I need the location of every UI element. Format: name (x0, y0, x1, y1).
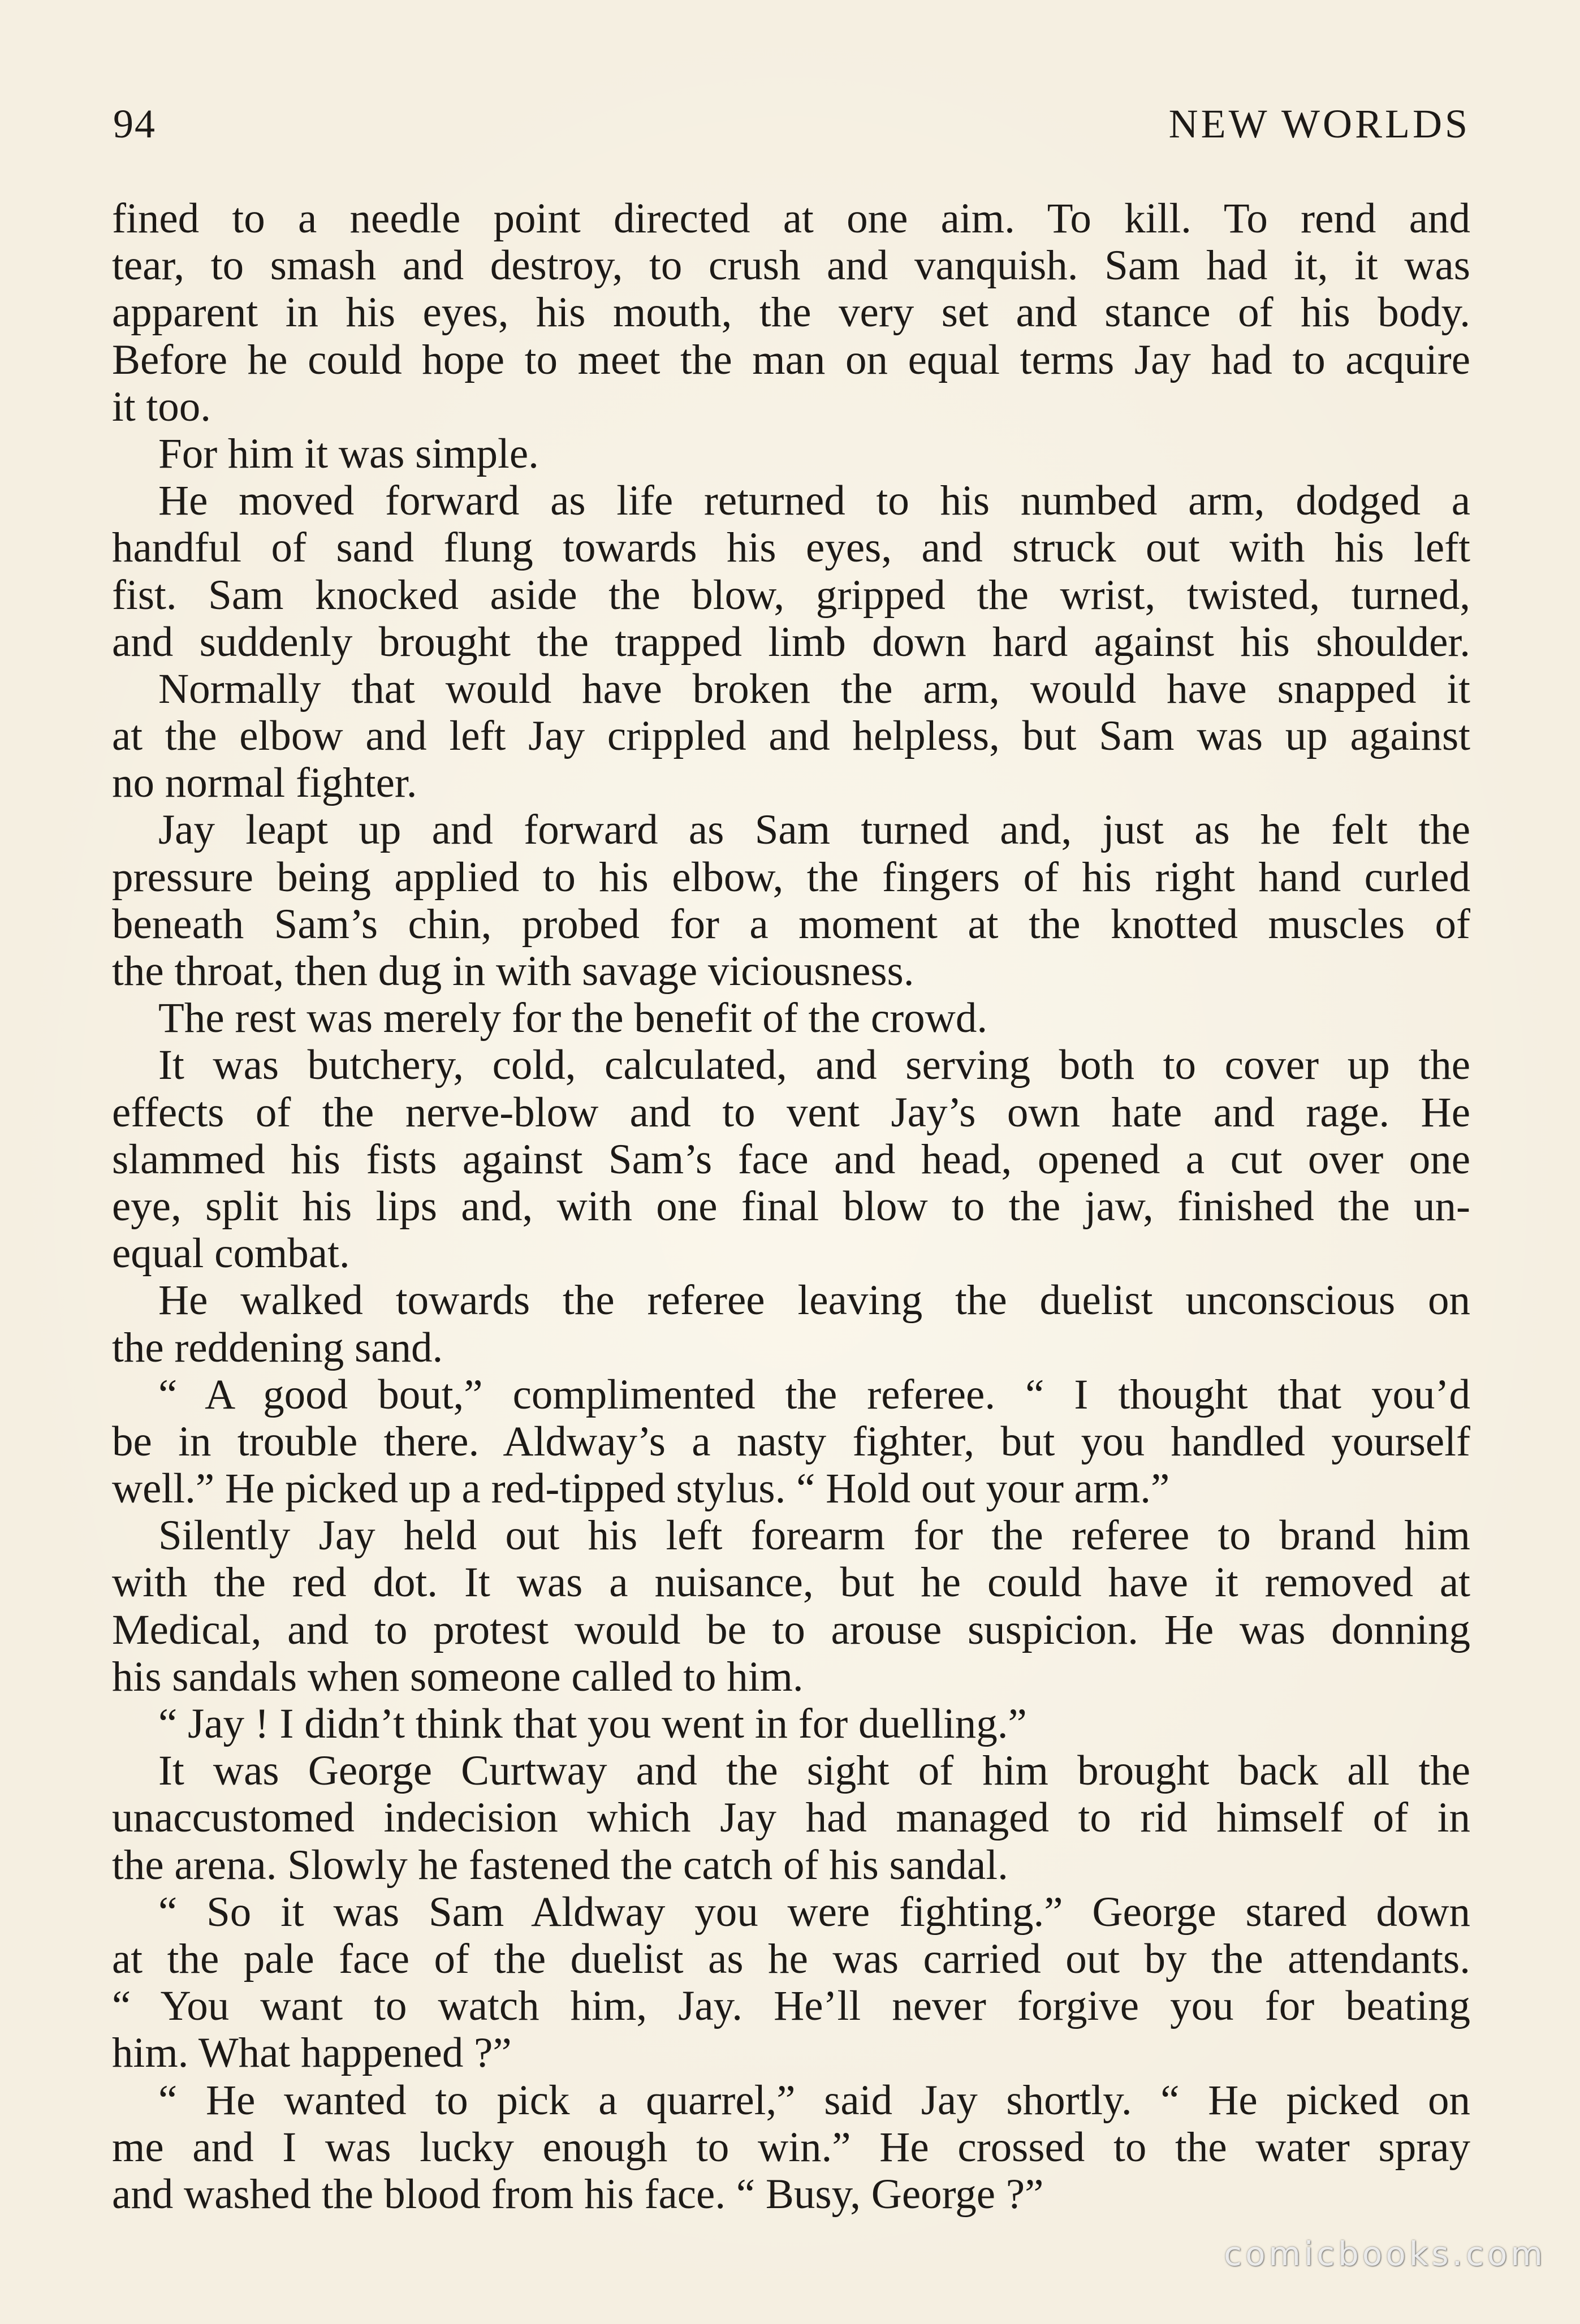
text-line: at the pale face of the duelist as he was carried out by the attendants. (112, 1935, 1470, 1982)
text-line: him. What happened ?” (112, 2029, 512, 2077)
text-line: “ A good bout,” complimented the referee. “ I thought that you’d (158, 1371, 1470, 1418)
page-header (113, 101, 1470, 152)
text-line: Medical, and to protest would be to arouse suspicion. He was donning (112, 1606, 1470, 1653)
text-line: “ Jay ! I didn’t think that you went in for duelling.” (158, 1700, 1027, 1747)
text-line: and washed the blood from his face. “ Busy, George ?” (112, 2170, 1044, 2218)
text-line: and suddenly brought the trapped limb down hard against his shoulder. (112, 618, 1470, 666)
text-line: For him it was simple. (158, 430, 539, 477)
text-line: unaccustomed indecision which Jay had managed to rid himself of in (112, 1794, 1470, 1842)
text-line: pressure being applied to his elbow, the fingers of his right hand curled (112, 853, 1470, 901)
body-text (112, 195, 1470, 2218)
text-line: The rest was merely for the benefit of the crowd. (158, 995, 988, 1042)
text-line: He walked towards the referee leaving the duelist unconscious on (158, 1277, 1470, 1324)
text-line: It was George Curtway and the sight of him brought back all the (158, 1747, 1470, 1795)
watermark: comicbooks.com (1224, 2235, 1546, 2273)
text-line: Jay leapt up and forward as Sam turned and, just as he felt the (158, 806, 1470, 854)
text-line: the arena. Slowly he fastened the catch of his sandal. (112, 1841, 1008, 1889)
text-line: handful of sand flung towards his eyes, and struck out with his left (112, 524, 1470, 572)
text-line: “ He wanted to pick a quarrel,” said Jay shortly. “ He picked on (158, 2076, 1470, 2124)
text-line: He moved forward as life returned to his numbed arm, dodged a (158, 477, 1470, 525)
text-line: “ You want to watch him, Jay. He’ll never forgive you for beating (112, 1982, 1470, 2030)
text-line: me and I was lucky enough to win.” He crossed to the water spray (112, 2123, 1470, 2171)
text-line: fined to a needle point directed at one aim. To kill. To rend and (112, 195, 1470, 242)
text-line: be in trouble there. Aldway’s a nasty fighter, but you handled yourself (112, 1418, 1470, 1465)
text-line: his sandals when someone called to him. (112, 1653, 804, 1700)
text-line: with the red dot. It was a nuisance, but he could have it removed at (112, 1559, 1470, 1606)
text-line: it too. (112, 383, 211, 430)
text-line: the throat, then dug in with savage viciousness. (112, 948, 914, 995)
text-line: effects of the nerve-blow and to vent Jay’s own hate and rage. He (112, 1088, 1470, 1136)
page-number: 94 (113, 101, 156, 146)
text-line: at the elbow and left Jay crippled and helpless, but Sam was up against (112, 712, 1470, 760)
text-line: apparent in his eyes, his mouth, the very set and stance of his body. (112, 289, 1470, 336)
text-line: the reddening sand. (112, 1324, 443, 1371)
text-line: Before he could hope to meet the man on equal terms Jay had to acquire (112, 336, 1470, 383)
text-line: slammed his fists against Sam’s face and head, opened a cut over one (112, 1135, 1470, 1183)
text-line: no normal fighter. (112, 759, 417, 807)
text-line: beneath Sam’s chin, probed for a moment at the knotted muscles of (112, 900, 1470, 948)
text-line: It was butchery, cold, calculated, and serving both to cover up the (158, 1042, 1470, 1089)
text-line: eye, split his lips and, with one final blow to the jaw, finished the un- (112, 1182, 1470, 1230)
text-line: “ So it was Sam Aldway you were fighting.” George stared down (158, 1888, 1470, 1936)
text-line: equal combat. (112, 1230, 350, 1277)
text-line: tear, to smash and destroy, to crush and vanquish. Sam had it, it was (112, 242, 1470, 290)
text-line: Normally that would have broken the arm, would have snapped it (158, 665, 1470, 712)
running-head: NEW WORLDS (1168, 101, 1470, 146)
text-line: Silently Jay held out his left forearm for the referee to brand him (158, 1512, 1470, 1560)
text-line: well.” He picked up a red-tipped stylus. “ Hold out your arm.” (112, 1465, 1170, 1513)
text-line: fist. Sam knocked aside the blow, gripped the wrist, twisted, turned, (112, 571, 1470, 619)
